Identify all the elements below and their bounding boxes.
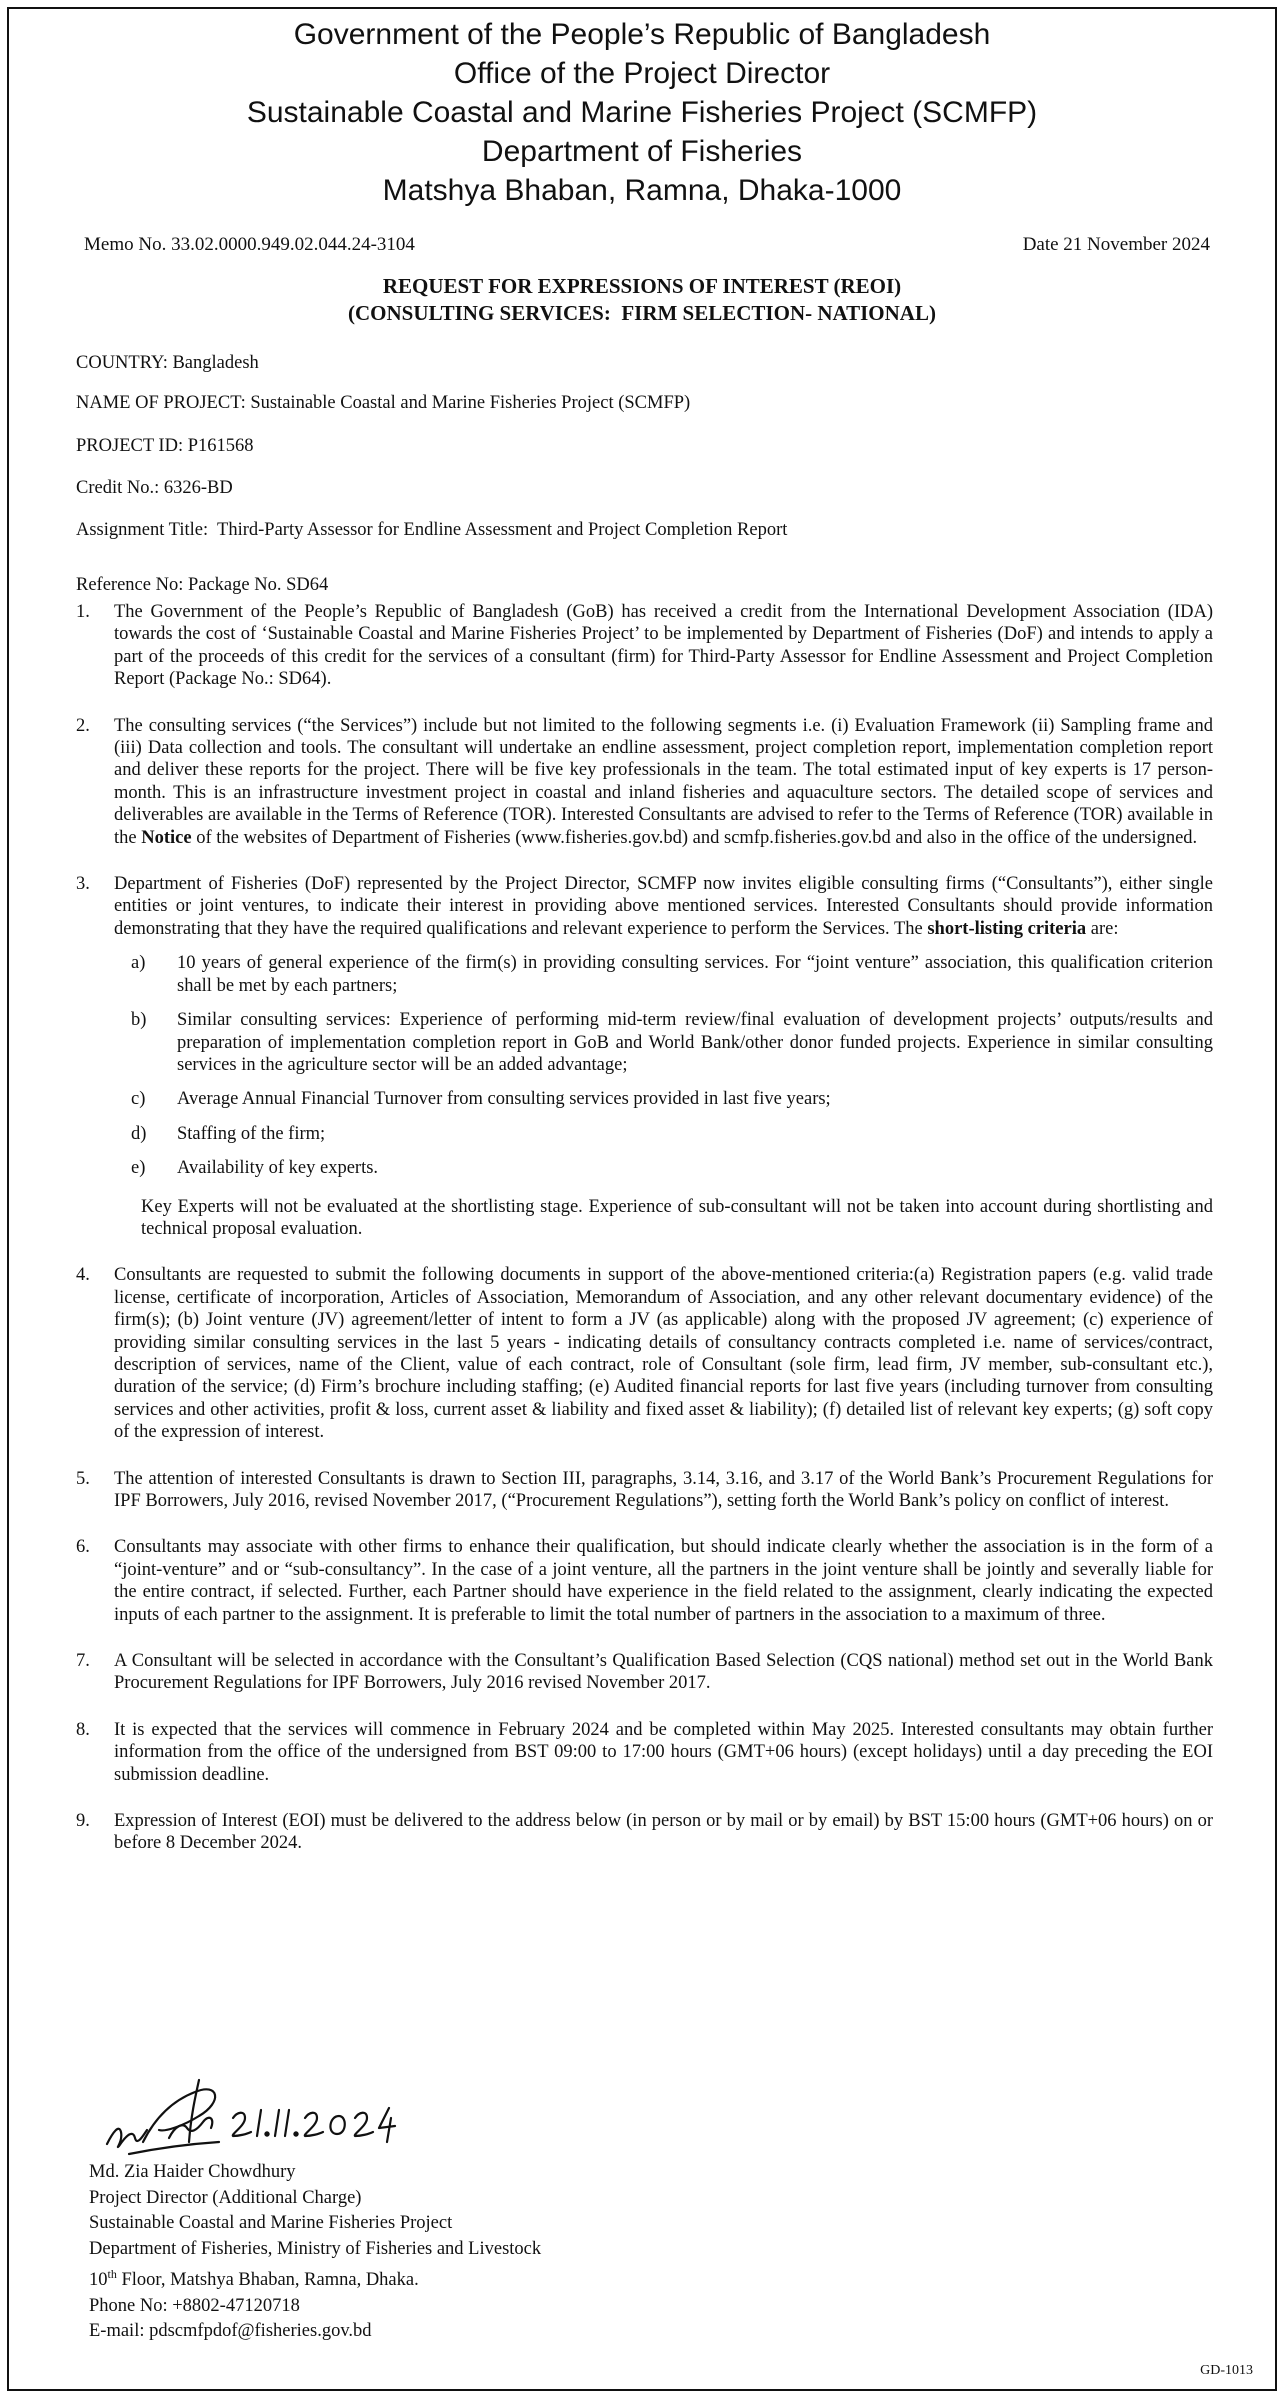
signatory-project: Sustainable Coastal and Marine Fisheries Project: [89, 2213, 453, 2233]
header-address: Matshya Bhaban, Ramna, Dhaka-1000: [382, 174, 902, 207]
signatory-block: [89, 2160, 541, 2345]
memo-number: Memo No. 33.02.0000.949.02.044.24-3104: [84, 234, 415, 255]
clause-number: 4.: [76, 1265, 90, 1286]
floor-number: 10: [89, 2270, 108, 2291]
document-title: [9, 273, 1275, 327]
criterion-text: 10 years of general experience of the firm(s) in providing consulting services. For “joint venture” association, this qualification criterion shall be met by each partners;: [177, 953, 1213, 996]
clause-3: [76, 873, 1213, 1240]
clause-number: 6.: [76, 1537, 90, 1558]
clause-number: 2.: [76, 715, 90, 736]
clause-text: The Government of the People’s Republic of Bangladesh (GoB) has received a credit from the International Development Association (IDA) towards the cost of ‘Sustainable Coastal and Marine Fisheries Project’ to be implemented by Department of Fisheries (DoF) and intends to apply a part of the proceeds of this credit for the services of a consultant (firm) for Third-Party Assessor for Endline Assessment and Project Completion Report (Package No.: SD64).: [114, 602, 1213, 690]
memo-date: Date 21 November 2024: [1022, 234, 1210, 255]
shortlisting-note: Key Experts will not be evaluated at the shortlisting stage. Experience of sub-consultant will not be taken into account during shortlisting and technical proposal evaluation.: [141, 1196, 1213, 1239]
clause-text: A Consultant will be selected in accordance with the Consultant’s Qualification Based Selection (CQS national) method set out in the World Bank Procurement Regulations for IPF Borrowers, July 2016 revised November 2017.: [114, 1651, 1213, 1694]
address-rest: Floor, Matshya Bhaban, Ramna, Dhaka.: [116, 2270, 419, 2291]
criterion-b: [114, 1009, 1213, 1076]
clause-8: [76, 1719, 1213, 1786]
memo-row: [84, 234, 1210, 256]
clause-4: [76, 1264, 1213, 1443]
numbered-clauses: [76, 601, 1213, 1879]
clause-text: Department of Fisheries (DoF) represented by the Project Director, SCMFP now invites eligible consulting firms (“Consultants”), either single entities or joint ventures, to indicate their interest in providing above mentioned services. Interested Consultants should provide information demonstrating that they have the required qualifications and relevant experience to perform the Services. The: [114, 874, 1213, 939]
clause-text: are:: [1086, 918, 1119, 939]
field-country: COUNTRY: Bangladesh: [76, 353, 259, 373]
clause-text: Consultants may associate with other firms to enhance their qualification, but should indicate clearly whether the association is in the form of a “joint-venture” and or “sub-consultancy”. In the case of a joint venture, all the partners in the joint venture shall be jointly and severally liable for the entire contract, if selected. Further, each Partner should have experience in the field related to the assignment, clearly indicating the expected inputs of each partner to the assignment. It is preferable to limit the total number of partners in the association to a maximum of three.: [114, 1537, 1213, 1625]
clause-number: 9.: [76, 1811, 90, 1832]
clause-text: Consultants are requested to submit the following documents in support of the above-mentioned criteria:(a) Registration papers (e.g. valid trade license, certificate of incorporation, Articles of Association, Memorandum of Association, and any other relevant documentary evidence) of the firm(s); (b) Joint venture (JV) agreement/letter of intent to form a JV (as applicable) along with the proposed JV agreement; (c) experience of providing similar consulting services in the last 5 years - indicating details of consultancy contracts completed i.e. name of services/contract, description of services, name of the Client, value of each contract, role of Consultant (sole firm, lead firm, JV member, sub-consultant etc.), duration of the service; (d) Firm’s brochure including staffing; (e) Audited financial reports for last five years (including turnover from consulting services and other activities, profit & loss, current asset & liability and fixed asset & liability); (f) detailed list of relevant key experts; (g) soft copy of the expression of interest.: [114, 1265, 1213, 1443]
signatory-designation: Project Director (Additional Charge): [89, 2187, 362, 2208]
clause-5: [76, 1468, 1213, 1513]
criterion-text: Similar consulting services: Experience of performing mid-term review/final evaluation of development projects’ outputs/results and preparation of implementation completion report in GoB and World Bank/other donor funded projects. Experience in similar consulting services in the agriculture sector will be an added advantage;: [177, 1010, 1213, 1075]
clause-number: 3.: [76, 874, 90, 895]
field-assignment: Assignment Title: Third-Party Assessor for Endline Assessment and Project Completion Report: [76, 520, 788, 540]
signatory-name: Md. Zia Haider Chowdhury: [89, 2162, 296, 2182]
field-project-id: PROJECT ID: P161568: [76, 436, 254, 456]
criterion-d: [114, 1123, 1213, 1145]
signatory-address: [89, 2262, 541, 2294]
clause-text: The attention of interested Consultants is drawn to Section III, paragraphs, 3.14, 3.16, and 3.17 of the World Bank’s Procurement Regulations for IPF Borrowers, July 2016, revised November 2017, (“Procurement Regulations”), setting forth the World Bank’s policy on conflict of interest.: [114, 1468, 1213, 1511]
clause-number: 5.: [76, 1468, 90, 1489]
criterion-text: Availability of key experts.: [177, 1158, 379, 1179]
clause-number: 8.: [76, 1719, 90, 1740]
criterion-text: Staffing of the firm;: [177, 1123, 326, 1144]
header-department: Department of Fisheries: [481, 135, 803, 168]
title-line-1: REQUEST FOR EXPRESSIONS OF INTEREST (REOI): [382, 274, 902, 298]
signatory-department: Department of Fisheries, Ministry of Fisheries and Livestock: [89, 2238, 542, 2259]
clause-2: [76, 715, 1213, 849]
criterion-label: a): [131, 953, 146, 974]
clause-text: of the websites of Department of Fisheries (www.fisheries.gov.bd) and scmfp.fisheries.gov.bd and also in the office of the undersigned.: [191, 827, 1198, 848]
document-code: GD-1013: [1200, 2363, 1253, 2378]
field-credit: Credit No.: 6326-BD: [76, 478, 233, 498]
criterion-label: e): [131, 1158, 146, 1179]
header-project: Sustainable Coastal and Marine Fisheries Project (SCMFP): [246, 96, 1038, 129]
clause-1: [76, 601, 1213, 691]
clause-text: The consulting services (“the Services”) include but not limited to the following segments i.e. (i) Evaluation Framework (ii) Sampling frame and (iii) Data collection and tools. The consultant will undertake an endline assessment, project completion report, implementation completion report and deliver these reports for the project. There will be five key professionals in the team. The total estimated input of key experts is 17 person-month. This is an infrastructure investment project in coastal and inland fisheries and aquaculture sectors. The detailed scope of services and deliverables are available in the Terms of Reference (TOR). Interested Consultants are advised to refer to the Terms of Reference (TOR) available in the: [114, 715, 1213, 848]
letterhead: [9, 15, 1275, 210]
criterion-c: [114, 1088, 1213, 1110]
criterion-e: [114, 1157, 1213, 1179]
criterion-text: Average Annual Financial Turnover from consulting services provided in last five years;: [177, 1089, 831, 1110]
criterion-label: d): [131, 1123, 147, 1144]
clause-text: It is expected that the services will commence in February 2024 and be completed within May 2025. Interested consultants may obtain further information from the office of the undersigned from BST 09:00 to 17:00 hours (GMT+06 hours) (except holidays) until a day preceding the EOI submission deadline.: [114, 1719, 1213, 1785]
header-government: Government of the People’s Republic of Bangladesh: [293, 18, 991, 51]
criterion-label: c): [131, 1089, 146, 1110]
clause-text: Expression of Interest (EOI) must be delivered to the address below (in person or by mail or by email) by BST 15:00 hours (GMT+06 hours) on or before 8 December 2024.: [114, 1811, 1213, 1854]
clause-number: 7.: [76, 1651, 90, 1672]
floor-suffix: th: [107, 2267, 117, 2281]
handwritten-signature: [99, 2072, 419, 2162]
signatory-email: E-mail: pdscmfpdof@fisheries.gov.bd: [89, 2321, 372, 2342]
criterion-a: [114, 952, 1213, 997]
title-line-2: (CONSULTING SERVICES: FIRM SELECTION- NATIONAL): [348, 301, 936, 325]
criterion-label: b): [131, 1010, 147, 1031]
signatory-phone: Phone No: +8802-47120718: [89, 2295, 300, 2316]
clause-text-bold: short-listing criteria: [927, 918, 1087, 939]
clause-7: [76, 1650, 1213, 1695]
clause-number: 1.: [76, 602, 90, 622]
field-reference: Reference No: Package No. SD64: [76, 575, 329, 595]
clause-6: [76, 1536, 1213, 1626]
field-project-name: NAME OF PROJECT: Sustainable Coastal and Marine Fisheries Project (SCMFP): [76, 393, 691, 413]
document-page: [7, 7, 1277, 2391]
clause-text-bold: Notice: [141, 827, 192, 848]
header-office: Office of the Project Director: [453, 57, 831, 90]
clause-9: [76, 1810, 1213, 1855]
